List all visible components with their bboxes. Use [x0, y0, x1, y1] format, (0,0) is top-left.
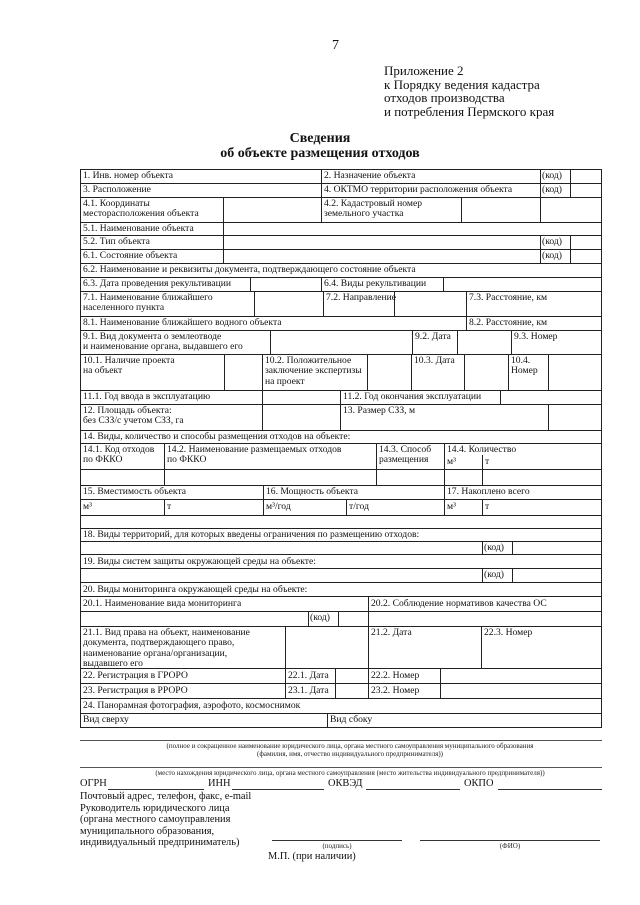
- unit-m3: м³: [447, 501, 456, 512]
- col-waste-code: 14.1. Код отходов по ФККО: [83, 444, 155, 466]
- label-okved: ОКВЭД: [328, 778, 363, 789]
- label-okpo: ОКПО: [464, 778, 494, 789]
- field-expertise-date: 10.3. Дата: [414, 355, 455, 366]
- field-expertise-number: 10.4. Номер: [511, 355, 538, 377]
- field-right-date: 21.2. Дата: [371, 627, 412, 638]
- field-panorama-photo: 24. Панорамная фотография, аэрофото, космоснимок: [83, 700, 301, 711]
- field-end-year: 11.2. Год окончания эксплуатации: [343, 391, 482, 402]
- appendix-line: и потребления Пермского края: [384, 103, 555, 119]
- code-label: (код): [310, 612, 330, 623]
- field-cadastral-number: 4.2. Кадастровый номер земельного участка: [324, 198, 423, 220]
- field-location: 3. Расположение: [83, 184, 151, 195]
- field-object-type: 5.2. Тип объекта: [83, 236, 150, 247]
- col-waste-name: 14.2. Наименование размещаемых отходов по ФККО: [167, 444, 342, 466]
- field-object-name: 5.1. Наименование объекта: [83, 223, 194, 234]
- appendix-header: [384, 64, 554, 118]
- code-label: (код): [542, 170, 562, 181]
- field-rroro-number: 23.2. Номер: [371, 685, 420, 696]
- doc-subtitle: об объекте размещения отходов: [220, 146, 420, 161]
- caption-fio: (ФИО): [499, 842, 521, 850]
- field-oktmo: 4. ОКТМО территории расположения объекта: [324, 184, 513, 195]
- code-label: (код): [484, 569, 504, 580]
- field-top-view: Вид сверху: [83, 714, 129, 725]
- field-land-doc-number: 9.3. Номер: [514, 331, 558, 342]
- field-capacity: 15. Вместимость объекта: [83, 486, 187, 497]
- field-protection-systems: 19. Виды систем защиты окружающей среды на объекте:: [83, 556, 316, 567]
- field-accumulated: 17. Накоплено всего: [447, 486, 530, 497]
- label-head: Руководитель юридического лица (органа местного самоуправления муниципального образования, индивидуальный предприниматель): [80, 803, 240, 849]
- field-right-number: 22.3. Номер: [484, 627, 533, 638]
- unit-t: т: [485, 501, 490, 512]
- unit-m3: м³: [447, 456, 456, 467]
- field-power: 16. Мощность объекта: [266, 486, 359, 497]
- field-water-distance: 8.2. Расстояние, км: [469, 317, 548, 328]
- field-object-state: 6.1. Состояние объекта: [83, 250, 178, 261]
- field-nearest-water: 8.1. Наименование ближайшего водного объекта: [83, 317, 282, 328]
- code-label: (код): [542, 236, 562, 247]
- caption-entrepreneur: (фамилия, имя, отчество индивидуального предпринимателя)): [257, 750, 443, 758]
- label-postal-address: Почтовый адрес, телефон, факс, e-mail: [80, 791, 252, 802]
- field-recultivation-date: 6.3. Дата проведения рекультивации: [83, 278, 232, 289]
- appendix-line: отходов производства: [384, 90, 505, 105]
- unit-t: т: [167, 501, 172, 512]
- caption-signature: (подпись): [322, 842, 352, 850]
- page-number: 7: [332, 38, 339, 53]
- unit-t-year: т/год: [349, 501, 369, 512]
- field-nearest-settlement: 7.1. Наименование ближайшего населенного пункта: [83, 292, 213, 314]
- field-rroro-registration: 23. Регистрация в РРОРО: [83, 685, 188, 696]
- unit-m3: м³: [83, 501, 92, 512]
- label-stamp: М.П. (при наличии): [268, 851, 356, 862]
- code-label: (код): [542, 184, 562, 195]
- col-placement-method: 14.3. Способ размещения: [379, 444, 432, 466]
- field-land-document: 9.1. Вид документа о землеотводе и наименование органа, выдавшего его: [83, 331, 243, 353]
- field-direction: 7.2. Направление: [326, 292, 397, 303]
- field-restricted-territories: 18. Виды территорий, для которых введены ограничения по размещению отходов:: [83, 529, 420, 540]
- field-coordinates: 4.1. Координаты месторасположения объекта: [83, 198, 199, 220]
- field-groro-date: 22.1. Дата: [288, 670, 329, 681]
- doc-title: Сведения: [289, 131, 351, 146]
- appendix-line: Приложение 2: [384, 63, 464, 78]
- field-state-document: 6.2. Наименование и реквизиты документа, подтверждающего состояние объекта: [83, 264, 416, 275]
- field-area: 12. Площадь объекта: без СЗЗ/с учетом СЗЗ, га: [83, 405, 184, 427]
- field-expertise: 10.2. Положительное заключение экспертизы на проект: [265, 355, 362, 387]
- col-monitoring-name: 20.1. Наименование вида мониторинга: [83, 598, 242, 609]
- unit-m3-year: м³/год: [266, 501, 291, 512]
- field-rroro-date: 23.1. Дата: [288, 685, 329, 696]
- field-side-view: Вид сбоку: [330, 714, 373, 725]
- label-ogrn: ОГРН: [80, 778, 107, 789]
- field-land-doc-date: 9.2. Дата: [415, 331, 451, 342]
- appendix-line: к Порядку ведения кадастра: [384, 76, 540, 92]
- caption-location: (место нахождения юридического лица, органа местного самоуправления (место жительства индивидуального предпринимателя)): [155, 769, 545, 777]
- field-groro-number: 22.2. Номер: [371, 670, 420, 681]
- field-monitoring-types: 20. Виды мониторинга окружающей среды на объекте:: [83, 584, 308, 595]
- unit-t: т: [485, 456, 490, 467]
- field-distance-km: 7.3. Расстояние, км: [469, 292, 548, 303]
- col-quantity: 14.4. Количество: [447, 444, 517, 455]
- code-label: (код): [484, 542, 504, 553]
- field-project: 10.1. Наличие проекта на объект: [83, 355, 175, 377]
- field-right-document: 21.1. Вид права на объект, наименование документа, подтверждающего право, наименование органа/организации, выдавшего его: [83, 627, 250, 670]
- section-waste-placement: 14. Виды, количество и способы размещения отходов на объекте:: [83, 431, 351, 442]
- field-inventory-number: 1. Инв. номер объекта: [83, 170, 174, 181]
- caption-name: (полное и сокращенное наименование юридического лица, органа местного самоуправления муниципального образования: [166, 742, 534, 750]
- field-recultivation-types: 6.4. Виды рекультивации: [324, 278, 427, 289]
- field-object-purpose: 2. Назначение объекта: [324, 170, 416, 181]
- code-label: (код): [542, 250, 562, 261]
- label-inn: ИНН: [208, 778, 231, 789]
- field-groro-registration: 22. Регистрация в ГРОРО: [83, 670, 188, 681]
- col-quality-standards: 20.2. Соблюдение нормативов качества ОС: [371, 598, 547, 609]
- field-commission-year: 11.1. Год ввода в эксплуатацию: [83, 391, 211, 402]
- field-sanitary-zone: 13. Размер СЗЗ, м: [343, 405, 416, 416]
